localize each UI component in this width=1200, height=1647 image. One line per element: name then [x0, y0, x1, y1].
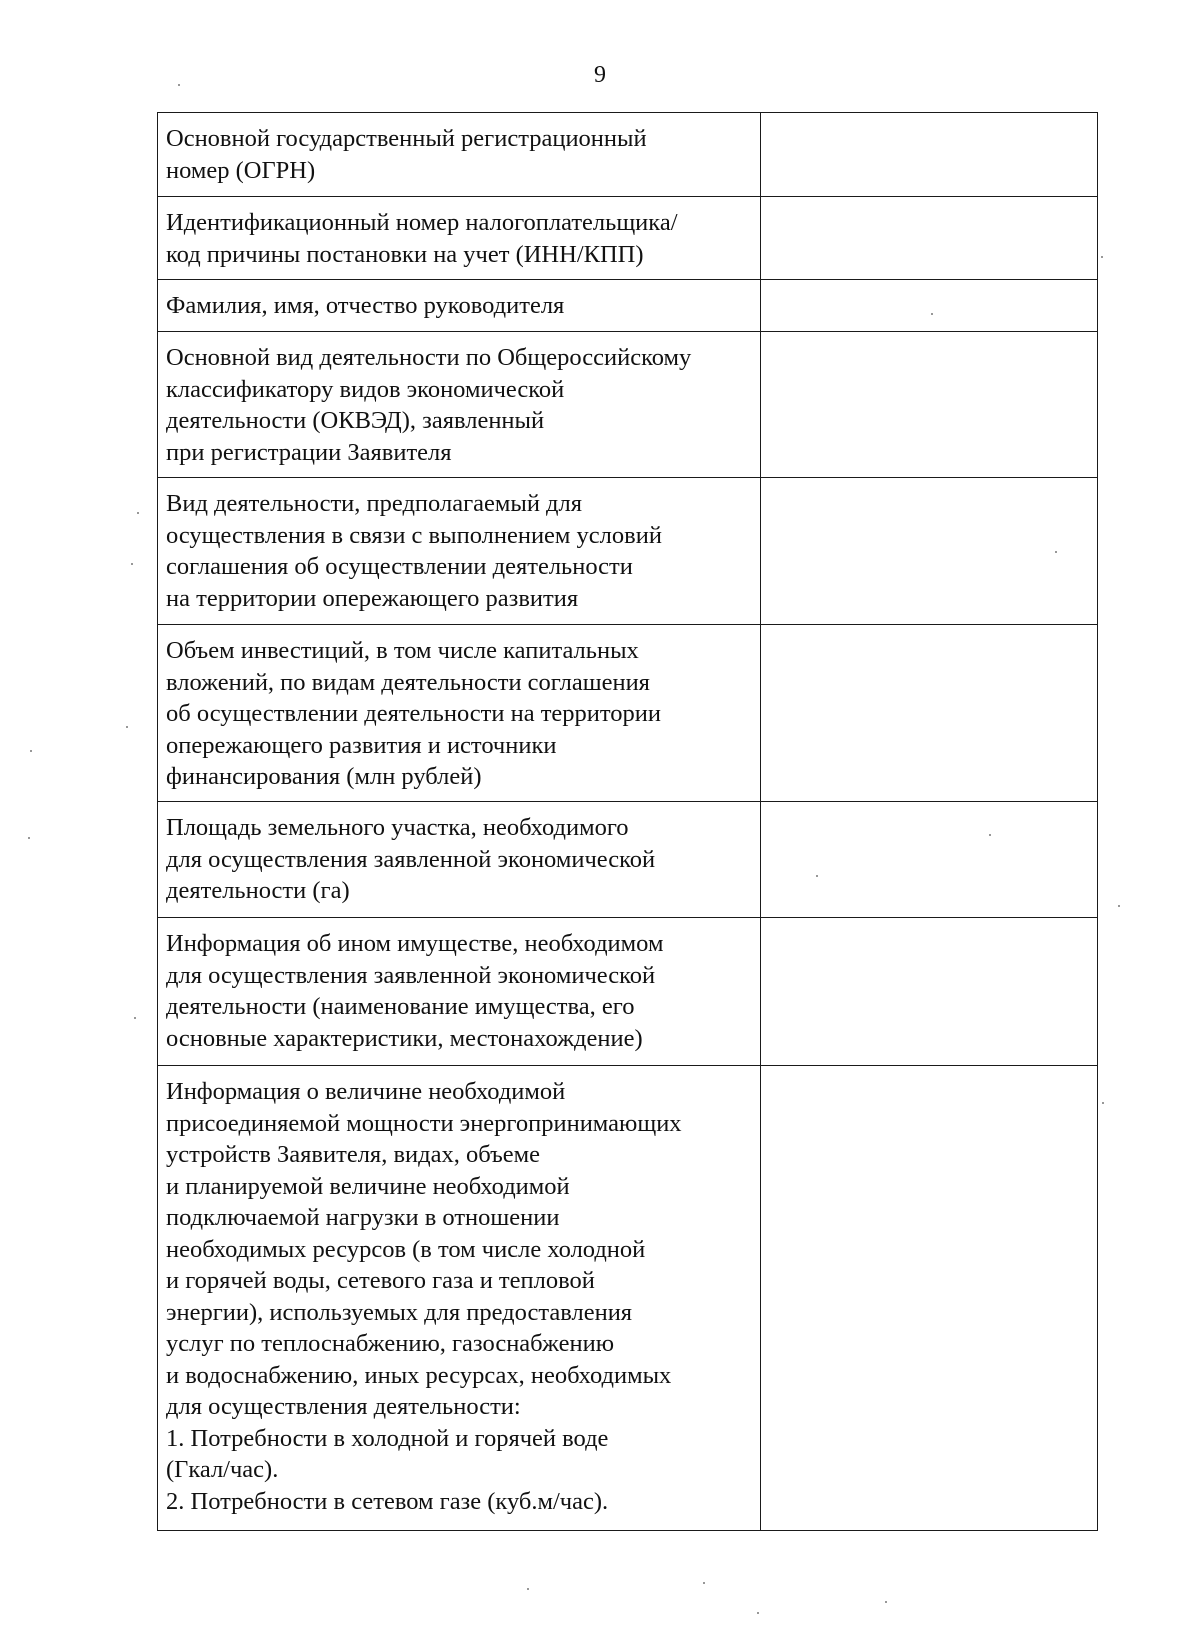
row-label: Информация об ином имуществе, необходимом для осуществления заявленной экономической деятельности (наименование имущества, его основные характеристики, местонахождение) [166, 930, 664, 1052]
row-label: Объем инвестиций, в том числе капитальных вложений, по видам деятельности соглашения об осуществлении деятельности на территории опережающего развития и источники финансирования (млн рублей) [166, 637, 662, 790]
scan-speck [816, 875, 818, 877]
page-number: 9 [594, 62, 606, 88]
scan-speck [1118, 905, 1120, 907]
table-row-other-property [158, 918, 1098, 1066]
table-row-director-name [158, 280, 1098, 332]
row-value-field[interactable] [761, 332, 1098, 478]
row-label: Основной государственный регистрационный номер (ОГРН) [166, 125, 647, 184]
scan-speck [134, 1017, 136, 1019]
row-label: Площадь земельного участка, необходимого для осуществления заявленной экономической деятельности (га) [166, 814, 656, 904]
row-value-field[interactable] [761, 197, 1098, 280]
scan-speck [178, 84, 180, 86]
scan-speck [1055, 551, 1057, 553]
row-value-field[interactable] [761, 113, 1098, 197]
row-value-field[interactable] [761, 280, 1098, 332]
table-row-inn-kpp [158, 197, 1098, 280]
table-row-resource-needs [158, 1066, 1098, 1531]
row-label-cell [158, 280, 761, 332]
row-label-cell [158, 625, 761, 802]
row-label: Основной вид деятельности по Общероссийскому классификатору видов экономической деятельности (ОКВЭД), заявленный при регистрации Заявителя [166, 344, 692, 466]
scan-speck [757, 1612, 759, 1614]
row-label-cell [158, 113, 761, 197]
row-label: Информация о величине необходимой присоединяемой мощности энергопринимающих устройств Заявителя, видах, объеме и планируемой величине необходимой подключаемой нагрузки в отношении необходимых ресурсов (в том числе холодной и горячей воды, сетевого газа и тепловой энергии), используемых для предоставления услуг по теплоснабжению, газоснабжению и водоснабжению, иных ресурсах, необходимых для осуществления деятельности: 1. Потребности в холодной и горячей воде (Гкал/час). 2. Потребности в сетевом газе (куб.м/час). [166, 1078, 682, 1515]
row-label-cell [158, 802, 761, 918]
table-row-activity-type [158, 478, 1098, 625]
row-label: Идентификационный номер налогоплательщика/ код причины постановки на учет (ИНН/КПП) [166, 209, 678, 268]
scan-speck [137, 512, 139, 514]
row-value-field[interactable] [761, 1066, 1098, 1531]
row-value-field[interactable] [761, 918, 1098, 1066]
scan-speck [527, 1588, 529, 1590]
row-label: Вид деятельности, предполагаемый для осуществления в связи с выполнением условий соглашения об осуществлении деятельности на территории опережающего развития [166, 490, 662, 612]
scan-speck [131, 563, 133, 565]
table-row-okved [158, 332, 1098, 478]
application-form-table [157, 112, 1098, 1531]
scan-speck [703, 1582, 705, 1584]
table-row-land-area [158, 802, 1098, 918]
row-value-field[interactable] [761, 625, 1098, 802]
row-label-cell [158, 478, 761, 625]
scan-speck [989, 834, 991, 836]
scan-speck [30, 750, 32, 752]
row-label: Фамилия, имя, отчество руководителя [166, 292, 565, 319]
table-row-investment-volume [158, 625, 1098, 802]
scan-speck [1102, 1102, 1104, 1104]
row-value-field[interactable] [761, 478, 1098, 625]
row-label-cell [158, 1066, 761, 1531]
scan-speck [931, 313, 933, 315]
row-label-cell [158, 918, 761, 1066]
scan-speck [28, 837, 30, 839]
row-label-cell [158, 332, 761, 478]
scan-speck [126, 726, 128, 728]
row-label-cell [158, 197, 761, 280]
scan-speck [1101, 256, 1103, 258]
scan-speck [885, 1601, 887, 1603]
row-value-field[interactable] [761, 802, 1098, 918]
table-row-ogrn [158, 113, 1098, 197]
